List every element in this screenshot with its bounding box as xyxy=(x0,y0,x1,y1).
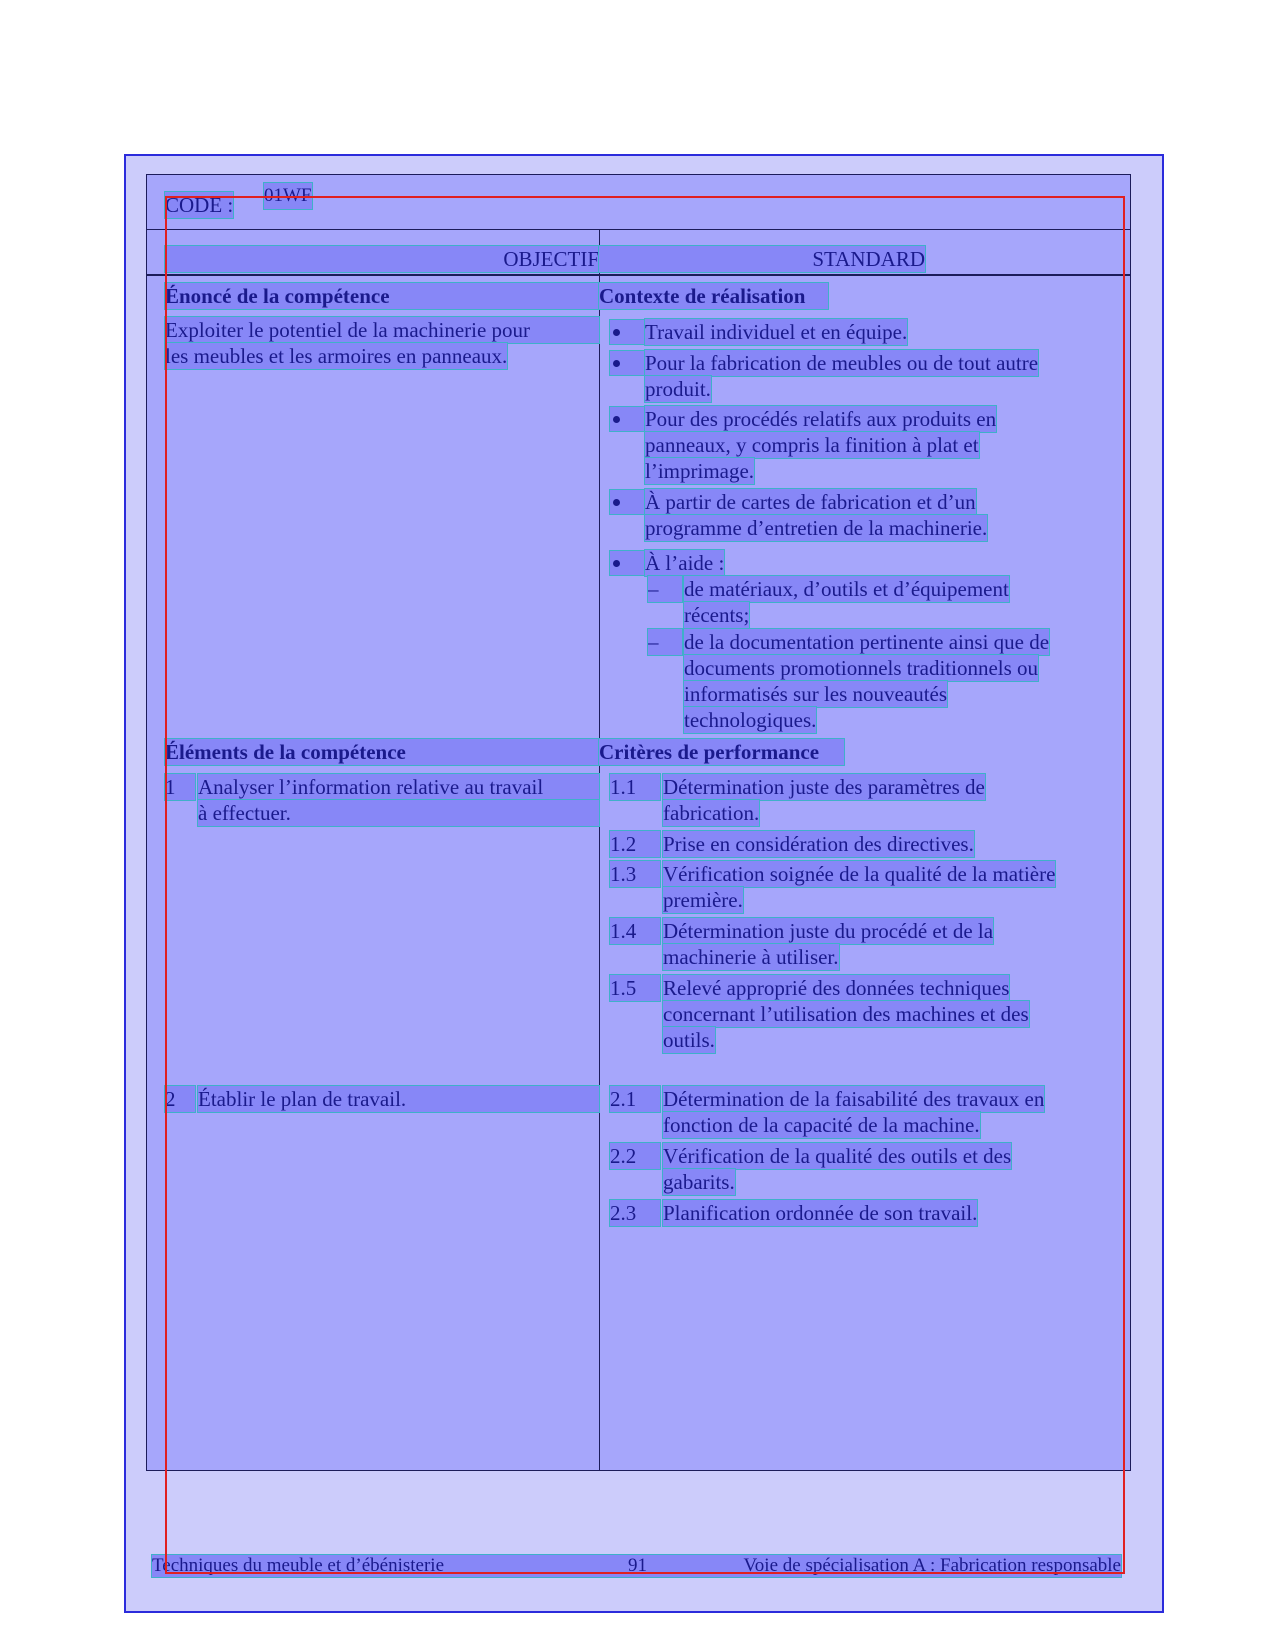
footer-left: Techniques du meuble et d’ébénisterie xyxy=(152,1555,445,1576)
critere-line: Vérification soignée de la qualité de la matière xyxy=(663,862,1056,886)
critere-number: 1.2 xyxy=(610,831,660,857)
column-header-objectif xyxy=(165,246,599,272)
contexte-sub-item-cont: récents; xyxy=(684,603,750,627)
element-number: 1 xyxy=(165,774,195,800)
contexte-sub-item: de la documentation pertinente ainsi que de xyxy=(684,630,1050,654)
elements-heading: Éléments de la compétence xyxy=(165,739,599,765)
column-header-standard xyxy=(599,246,925,272)
objectif-label: OBJECTIF xyxy=(503,247,599,271)
critere-line: Détermination de la faisabilité des travaux en xyxy=(663,1087,1045,1111)
contexte-bullet: À l’aide : xyxy=(645,551,725,575)
contexte-bullet: À partir de cartes de fabrication et d’un xyxy=(645,490,976,514)
critere-line-cont: concernant l’utilisation des machines et des xyxy=(663,1002,1029,1026)
critere-line: Détermination juste des paramètres de xyxy=(663,775,985,799)
critere-line-cont: première. xyxy=(663,888,743,912)
critere-line: Prise en considération des directives. xyxy=(663,832,974,856)
critere-line: Détermination juste du procédé et de la xyxy=(663,919,994,943)
column-header-divider xyxy=(146,274,1131,276)
critere-number: 2.1 xyxy=(610,1086,660,1112)
contexte-bullet-cont: programme d’entretien de la machinerie. xyxy=(645,516,988,540)
bullet-marker xyxy=(610,407,644,431)
contexte-bullet-cont: produit. xyxy=(645,377,711,401)
critere-line-cont: machinerie à utiliser. xyxy=(663,945,839,969)
critere-line-cont: fonction de la capacité de la machine. xyxy=(663,1113,980,1137)
critere-number: 2.2 xyxy=(610,1143,660,1169)
bullet-marker xyxy=(610,551,644,575)
header-divider xyxy=(146,229,1131,230)
contexte-sub-item-cont: informatisés sur les nouveautés xyxy=(684,682,948,706)
contexte-sub-item-cont: documents promotionnels traditionnels ou xyxy=(684,656,1039,680)
critere-number: 1.4 xyxy=(610,918,660,944)
critere-number: 1.3 xyxy=(610,861,660,887)
sub-marker: – xyxy=(648,576,682,602)
contexte-heading: Contexte de réalisation xyxy=(599,283,828,309)
criteres-heading: Critères de performance xyxy=(599,739,844,765)
footer-right: Voie de spécialisation A : Fabrication responsable xyxy=(743,1555,1121,1576)
standard-label: STANDARD xyxy=(812,247,925,271)
critere-number: 2.3 xyxy=(610,1200,660,1226)
contexte-bullet: Travail individuel et en équipe. xyxy=(645,320,908,344)
element-line: Analyser l’information relative au travail xyxy=(198,774,599,800)
critere-line: Planification ordonnée de son travail. xyxy=(663,1201,978,1225)
enonce-line: Exploiter le potentiel de la machinerie pour xyxy=(165,317,599,343)
page-footer xyxy=(152,1555,1121,1577)
enonce-line: les meubles et les armoires en panneaux. xyxy=(165,344,508,368)
element-line-cont: à effectuer. xyxy=(198,800,599,826)
contexte-sub-item-cont: technologiques. xyxy=(684,708,817,732)
bullet-marker xyxy=(610,320,644,344)
bullet-marker xyxy=(610,351,644,375)
critere-line-cont: gabarits. xyxy=(663,1170,735,1194)
contexte-bullet-cont: panneaux, y compris la finition à plat et xyxy=(645,433,979,457)
page-number: 91 xyxy=(628,1555,647,1576)
code-value: 01WF xyxy=(264,183,312,209)
contexte-bullet-cont: l’imprimage. xyxy=(645,459,755,483)
critere-line-cont: outils. xyxy=(663,1028,715,1052)
column-divider xyxy=(599,229,600,1471)
critere-line: Relevé approprié des données techniques xyxy=(663,976,1010,1000)
critere-line: Vérification de la qualité des outils et des xyxy=(663,1144,1012,1168)
contexte-sub-item: de matériaux, d’outils et d’équipement xyxy=(684,577,1009,601)
code-label: CODE : xyxy=(165,193,234,217)
enonce-heading: Énoncé de la compétence xyxy=(165,283,599,309)
contexte-bullet: Pour la fabrication de meubles ou de tout autre xyxy=(645,351,1039,375)
critere-number: 1.1 xyxy=(610,774,660,800)
element-number: 2 xyxy=(165,1086,195,1112)
contexte-bullet: Pour des procédés relatifs aux produits en xyxy=(645,407,997,431)
bullet-marker xyxy=(610,490,644,514)
sub-marker: – xyxy=(648,629,682,655)
critere-number: 1.5 xyxy=(610,975,660,1001)
critere-line-cont: fabrication. xyxy=(663,801,760,825)
element-line: Établir le plan de travail. xyxy=(198,1086,599,1112)
